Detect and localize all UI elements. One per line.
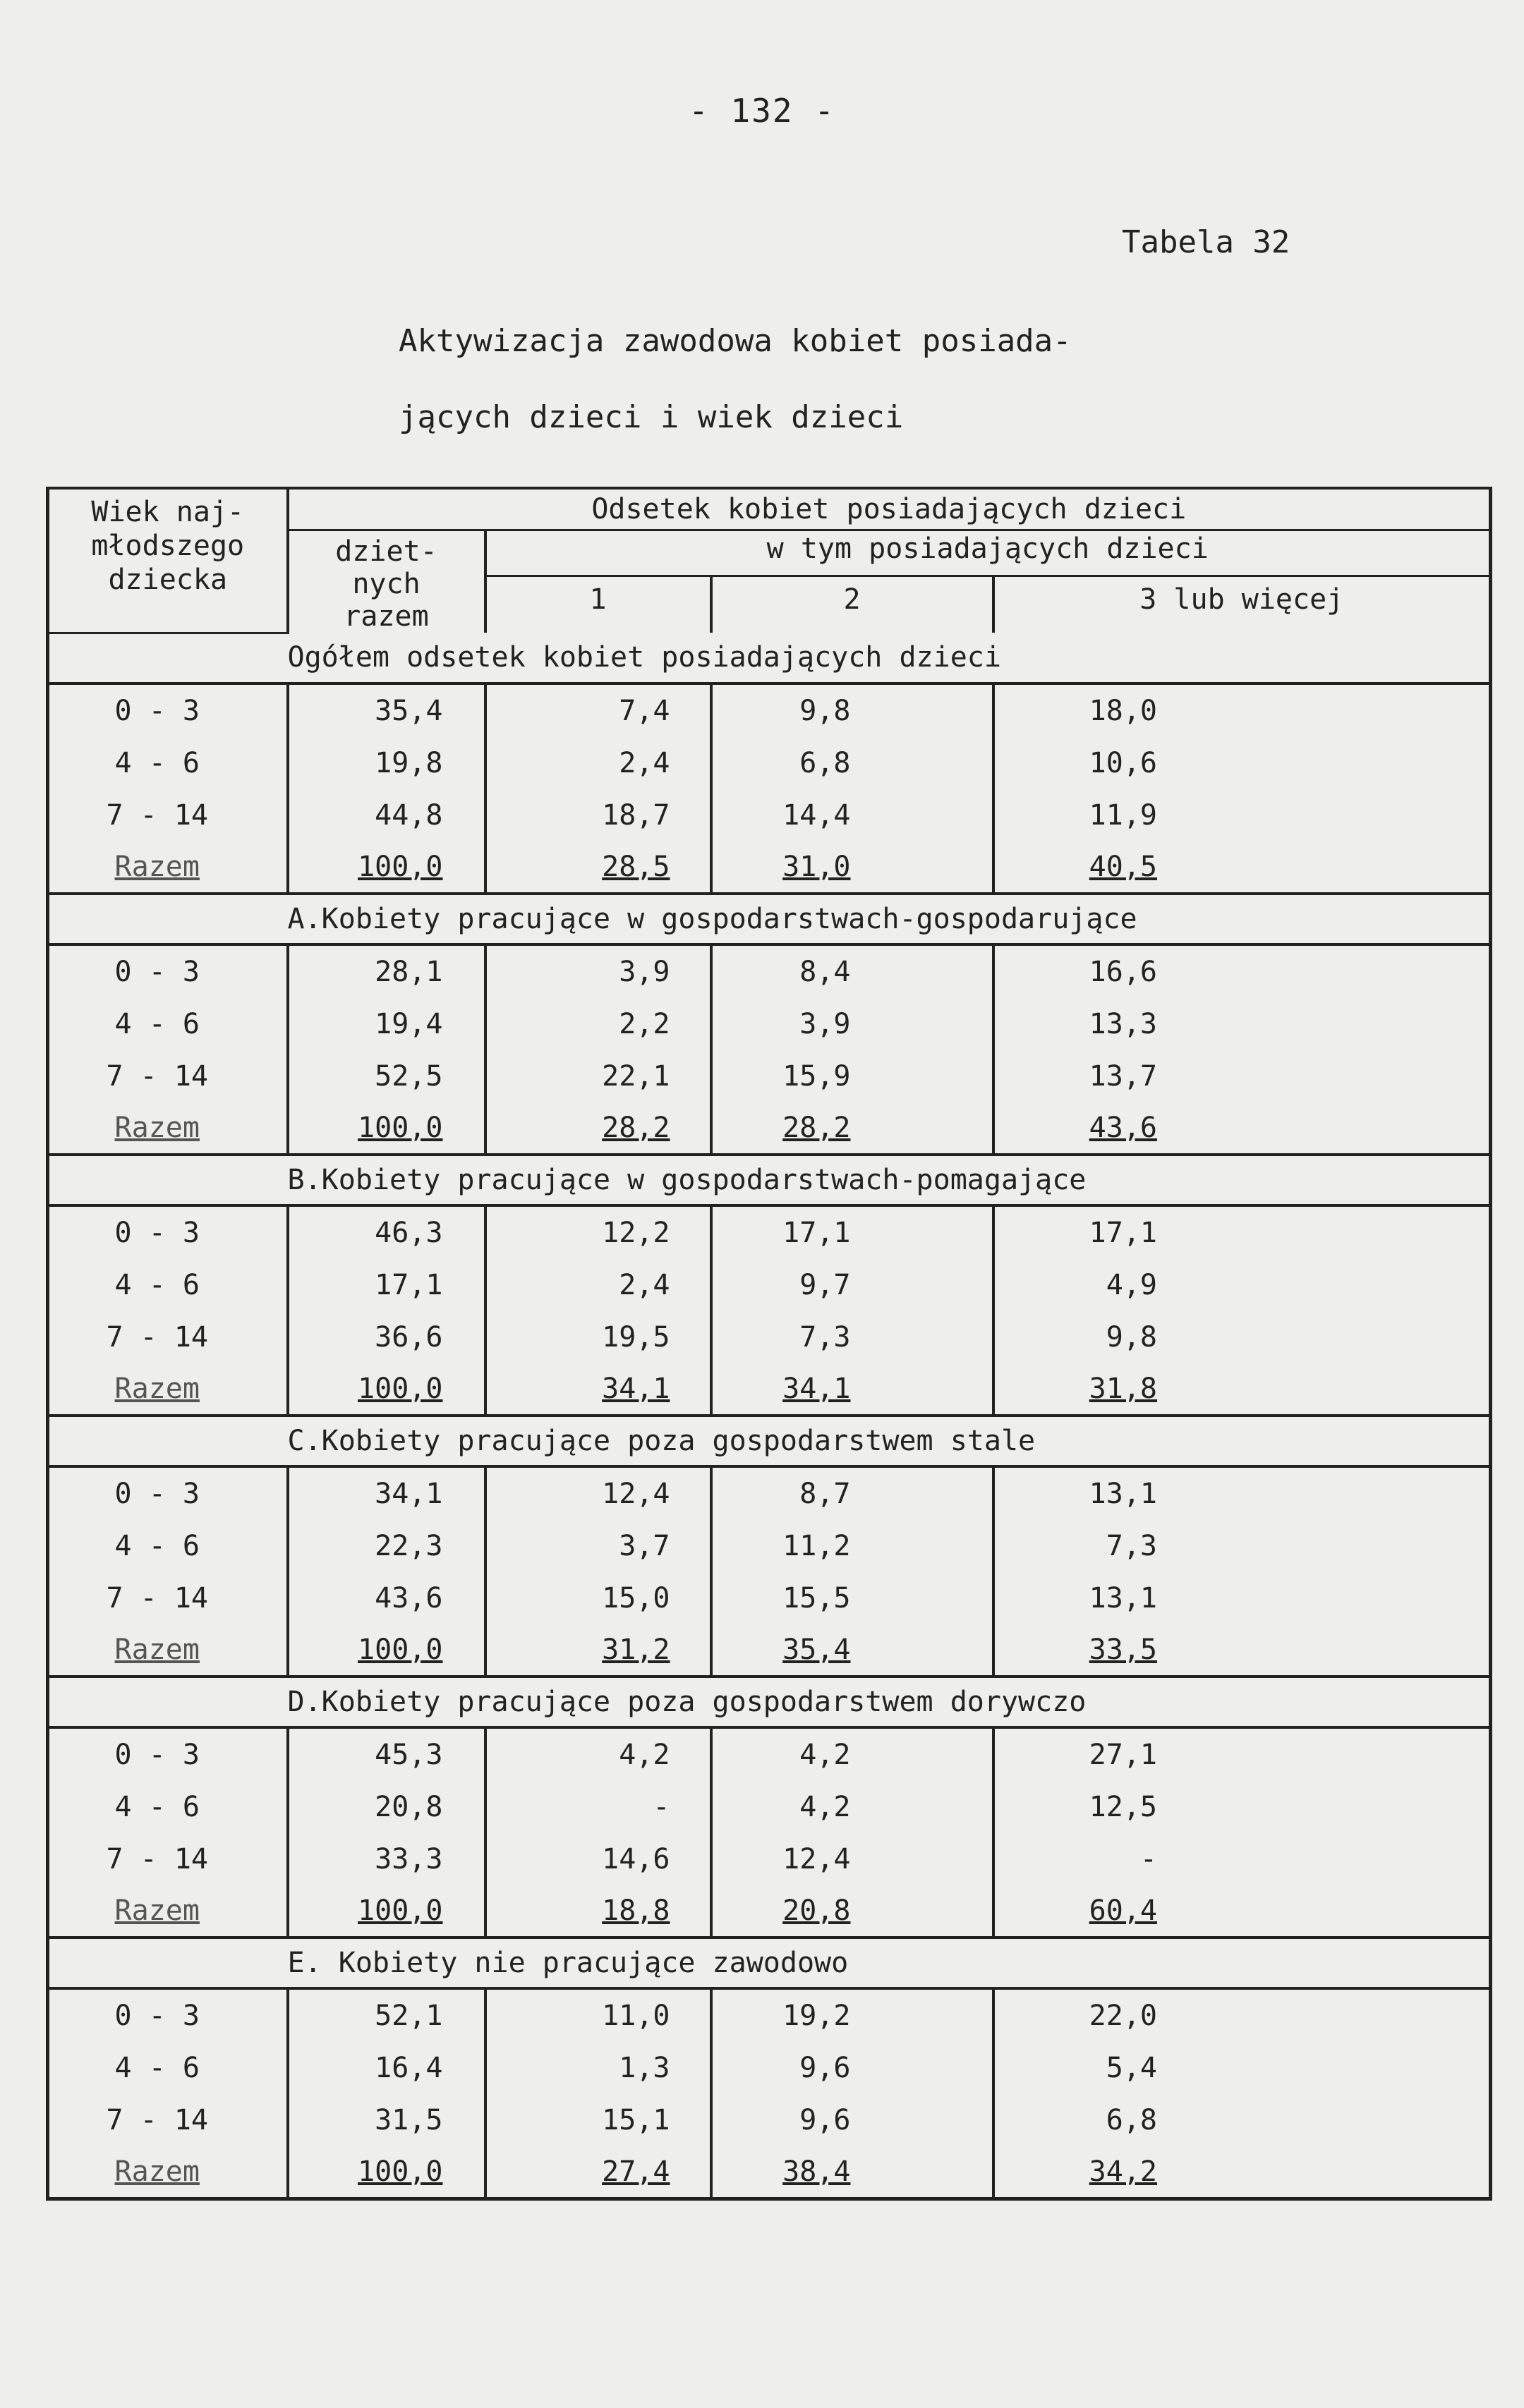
cell-c3: 27,1 (1089, 1738, 1157, 1771)
cell-total: 36,6 (288, 1311, 485, 1363)
cell-age: 4 - 6 (48, 2042, 288, 2094)
cell-age: 7 - 14 (48, 1050, 288, 1102)
table-row (48, 1988, 1491, 2042)
section-title: E. Kobiety nie pracujące zawodowo (288, 1938, 1491, 1988)
cell-c2: 3,9 (711, 998, 993, 1050)
table-title-line-1: Aktywizacja zawodowa kobiet posiada- (399, 323, 1072, 359)
cell-c2: 9,6 (711, 2042, 993, 2094)
table-row (48, 2094, 1491, 2146)
cell-c3: 9,8 (1106, 1320, 1157, 1354)
cell-total: 19,8 (288, 737, 485, 789)
cell-c3: 11,9 (1089, 798, 1157, 832)
cell-c3: 33,5 (1089, 1633, 1157, 1666)
section-spacer (48, 1416, 288, 1466)
table-title-line-2: jących dzieci i wiek dzieci (399, 399, 904, 435)
cell-c3: 10,6 (1089, 746, 1157, 779)
cell-total: 31,5 (288, 2094, 485, 2146)
cell-c3: 60,4 (1089, 1894, 1157, 1927)
cell-c2: 4,2 (711, 1727, 993, 1781)
table-row (48, 737, 1491, 789)
table-sum-row (48, 841, 1491, 894)
table-row (48, 1311, 1491, 1363)
data-table (46, 487, 1492, 2201)
cell-c1: 27,4 (485, 2146, 711, 2199)
section-spacer (48, 894, 288, 944)
cell-c1: 18,8 (485, 1885, 711, 1938)
cell-total: 52,1 (288, 1988, 485, 2042)
cell-c1: 2,4 (485, 737, 711, 789)
cell-c1: 4,2 (485, 1727, 711, 1781)
cell-age: 4 - 6 (48, 998, 288, 1050)
cell-c1: 1,3 (485, 2042, 711, 2094)
section-header (48, 633, 1491, 683)
cell-c3: 13,3 (1089, 1007, 1157, 1040)
cell-c2: 31,0 (711, 841, 993, 894)
cell-c2: 20,8 (711, 1885, 993, 1938)
cell-c2: 12,4 (711, 1833, 993, 1885)
table-row (48, 1050, 1491, 1102)
cell-c3: 16,6 (1089, 955, 1157, 988)
section-spacer (48, 1938, 288, 1988)
cell-total: 43,6 (288, 1572, 485, 1624)
table-sum-row (48, 1102, 1491, 1155)
cell-c2: 8,7 (711, 1466, 993, 1520)
cell-c3: 13,1 (1089, 1477, 1157, 1510)
cell-c3: 22,0 (1089, 1999, 1157, 2032)
table-body (48, 633, 1491, 2199)
cell-total: 20,8 (288, 1781, 485, 1833)
cell-age: 7 - 14 (48, 789, 288, 841)
cell-c2: 9,8 (711, 683, 993, 737)
cell-c3: 34,2 (1089, 2155, 1157, 2188)
cell-total: 100,0 (288, 1624, 485, 1677)
table-sum-row (48, 1624, 1491, 1677)
cell-c3: 40,5 (1089, 850, 1157, 883)
section-title: D.Kobiety pracujące poza gospodarstwem dorywczo (288, 1677, 1491, 1727)
cell-c1: 3,7 (485, 1520, 711, 1572)
cell-total: 19,4 (288, 998, 485, 1050)
cell-c3: 6,8 (1106, 2103, 1157, 2136)
cell-c1: - (485, 1781, 711, 1833)
cell-c1: 31,2 (485, 1624, 711, 1677)
cell-c1: 12,4 (485, 1466, 711, 1520)
table-row (48, 1727, 1491, 1781)
table-row (48, 1205, 1491, 1259)
header-col-3: 3 lub więcej (1139, 583, 1344, 616)
cell-c1: 28,2 (485, 1102, 711, 1155)
cell-age: 7 - 14 (48, 1833, 288, 1885)
header-total-label: dziet- nych razem (335, 535, 437, 633)
cell-c2: 38,4 (711, 2146, 993, 2199)
cell-c3: 12,5 (1089, 1790, 1157, 1823)
section-header (48, 1938, 1491, 1988)
cell-c2: 9,6 (711, 2094, 993, 2146)
cell-age: Razem (48, 841, 288, 894)
cell-age: Razem (48, 1363, 288, 1416)
cell-total: 44,8 (288, 789, 485, 841)
cell-c1: 14,6 (485, 1833, 711, 1885)
cell-c3: 7,3 (1106, 1529, 1157, 1562)
cell-c1: 12,2 (485, 1205, 711, 1259)
cell-c3: 4,9 (1106, 1268, 1157, 1301)
cell-c2: 7,3 (711, 1311, 993, 1363)
section-title: Ogółem odsetek kobiet posiadających dzieci (288, 633, 1491, 683)
cell-age: 4 - 6 (48, 1259, 288, 1311)
cell-c2: 6,8 (711, 737, 993, 789)
cell-c2: 19,2 (711, 1988, 993, 2042)
cell-total: 100,0 (288, 841, 485, 894)
cell-c3: 5,4 (1106, 2051, 1157, 2084)
cell-age: 7 - 14 (48, 1572, 288, 1624)
header-top: Odsetek kobiet posiadających dzieci (288, 488, 1491, 530)
cell-age: 0 - 3 (48, 1205, 288, 1259)
header-age (48, 488, 288, 633)
cell-c2: 15,9 (711, 1050, 993, 1102)
cell-c1: 19,5 (485, 1311, 711, 1363)
cell-c3: - (1139, 1842, 1157, 1875)
table-row (48, 1259, 1491, 1311)
table-title (399, 303, 1316, 456)
cell-c1: 18,7 (485, 789, 711, 841)
cell-age: 0 - 3 (48, 1466, 288, 1520)
section-header (48, 894, 1491, 944)
table-row (48, 683, 1491, 737)
cell-total: 22,3 (288, 1520, 485, 1572)
cell-c2: 15,5 (711, 1572, 993, 1624)
cell-c2: 17,1 (711, 1205, 993, 1259)
section-spacer (48, 1155, 288, 1205)
cell-c2: 34,1 (711, 1363, 993, 1416)
cell-c1: 7,4 (485, 683, 711, 737)
cell-age: 4 - 6 (48, 737, 288, 789)
table-row (48, 1833, 1491, 1885)
cell-c3: 31,8 (1089, 1372, 1157, 1405)
cell-total: 17,1 (288, 1259, 485, 1311)
table-sum-row (48, 1885, 1491, 1938)
section-title: B.Kobiety pracujące w gospodarstwach-pomagające (288, 1155, 1491, 1205)
section-spacer (48, 1677, 288, 1727)
cell-total: 28,1 (288, 944, 485, 998)
cell-age: Razem (48, 1624, 288, 1677)
cell-c2: 9,7 (711, 1259, 993, 1311)
section-header (48, 1155, 1491, 1205)
cell-c1: 2,4 (485, 1259, 711, 1311)
cell-total: 100,0 (288, 1885, 485, 1938)
cell-age: 4 - 6 (48, 1781, 288, 1833)
cell-total: 33,3 (288, 1833, 485, 1885)
cell-age: 0 - 3 (48, 1988, 288, 2042)
table-row (48, 1466, 1491, 1520)
cell-c2: 35,4 (711, 1624, 993, 1677)
cell-c3: 17,1 (1089, 1216, 1157, 1249)
header-total (288, 530, 485, 633)
cell-c1: 28,5 (485, 841, 711, 894)
cell-total: 100,0 (288, 1102, 485, 1155)
cell-c1: 22,1 (485, 1050, 711, 1102)
table-row (48, 998, 1491, 1050)
section-spacer (48, 633, 288, 683)
cell-total: 100,0 (288, 1363, 485, 1416)
cell-age: 0 - 3 (48, 683, 288, 737)
header-sub: w tym posiadających dzieci (485, 530, 1491, 576)
cell-total: 16,4 (288, 2042, 485, 2094)
cell-c1: 2,2 (485, 998, 711, 1050)
cell-c2: 8,4 (711, 944, 993, 998)
cell-c3: 18,0 (1089, 694, 1157, 727)
cell-age: 0 - 3 (48, 1727, 288, 1781)
cell-age: 4 - 6 (48, 1520, 288, 1572)
cell-c1: 34,1 (485, 1363, 711, 1416)
cell-c1: 15,0 (485, 1572, 711, 1624)
cell-c2: 14,4 (711, 789, 993, 841)
cell-c2: 11,2 (711, 1520, 993, 1572)
cell-total: 52,5 (288, 1050, 485, 1102)
section-header (48, 1416, 1491, 1466)
cell-c1: 11,0 (485, 1988, 711, 2042)
cell-age: Razem (48, 1885, 288, 1938)
cell-age: Razem (48, 2146, 288, 2199)
cell-total: 100,0 (288, 2146, 485, 2199)
cell-total: 35,4 (288, 683, 485, 737)
header-col-1: 1 (485, 576, 711, 633)
table-label: Tabela 32 (1122, 224, 1290, 260)
header-col-2: 2 (711, 576, 993, 633)
section-header (48, 1677, 1491, 1727)
page-number: - 132 - (689, 92, 835, 130)
cell-age: 7 - 14 (48, 2094, 288, 2146)
cell-c3: 13,7 (1089, 1059, 1157, 1093)
header-age-label: Wiek naj- młodszego dziecka (91, 496, 245, 596)
cell-c3: 43,6 (1089, 1111, 1157, 1144)
cell-total: 46,3 (288, 1205, 485, 1259)
section-title: A.Kobiety pracujące w gospodarstwach-gospodarujące (288, 894, 1491, 944)
table-row (48, 789, 1491, 841)
table-row (48, 1781, 1491, 1833)
table-row (48, 1520, 1491, 1572)
table-sum-row (48, 2146, 1491, 2199)
table-row (48, 2042, 1491, 2094)
cell-total: 45,3 (288, 1727, 485, 1781)
section-title: C.Kobiety pracujące poza gospodarstwem stale (288, 1416, 1491, 1466)
cell-age: 7 - 14 (48, 1311, 288, 1363)
table-row (48, 944, 1491, 998)
table-sum-row (48, 1363, 1491, 1416)
cell-c2: 4,2 (711, 1781, 993, 1833)
cell-c1: 3,9 (485, 944, 711, 998)
cell-age: 0 - 3 (48, 944, 288, 998)
cell-c2: 28,2 (711, 1102, 993, 1155)
cell-age: Razem (48, 1102, 288, 1155)
cell-c1: 15,1 (485, 2094, 711, 2146)
cell-c3: 13,1 (1089, 1581, 1157, 1615)
table-row (48, 1572, 1491, 1624)
cell-total: 34,1 (288, 1466, 485, 1520)
